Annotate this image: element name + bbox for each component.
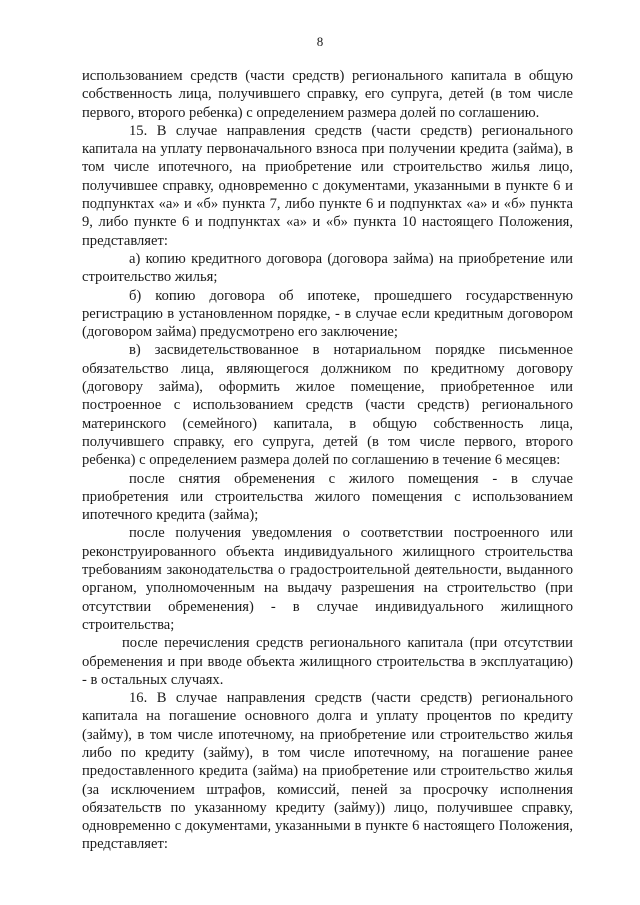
paragraph-condition-1: после снятия обременения с жилого помещения - в случае приобретения или строительства жилого помещения с использованием ипотечного кредита (займа); — [82, 470, 573, 524]
paragraph-subclause-b: б) копию договора об ипотеке, прошедшего государственную регистрацию в установленном порядке, - в случае если кредитным договором (договором займа) предусмотрено его заключение; — [82, 287, 573, 341]
page-number: 8 — [316, 34, 324, 49]
paragraph-continuation: использованием средств (части средств) регионального капитала в общую собственность лица, получившего справку, его супруга, детей (в том числе первого, второго ребенка) с определением размера долей по соглашению. — [82, 68, 573, 121]
document-body — [82, 67, 573, 854]
paragraph-clause-15: 15. В случае направления средств (части средств) регионального капитала на уплату первоначального взноса при получении кредита (займа), в том числе ипотечного, на приобретение или строительство жилья лицо, получившее справку, одновременно с документами, указанными в пункте 6 и подпунктах «а» и «б» пункта 7, либо пункте 6 и подпунктах «а» и «б» пункта 9, либо пункте 6 и подпунктах «а» и «б» пункта 10 настоящего Положения, представляет: — [82, 122, 573, 249]
paragraph-condition-3: после перечисления средств регионального капитала (при отсутствии обременения и при вводе объекта жилищного строительства в эксплуатацию) - в остальных случаях. — [82, 635, 573, 688]
paragraph-subclause-a: а) копию кредитного договора (договора займа) на приобретение или строительство жилья; — [82, 250, 573, 286]
paragraph-subclause-v: в) засвидетельствованное в нотариальном порядке письменное обязательство лица, являющегося должником по кредитному договору (договору займа), оформить жилое помещение, приобретенное или построенное с использованием средств (части средств) регионального материнского (семейного) капитала, в общую собственность лица, получившего справку, его супруга, детей (в том числе первого, второго ребенка) с определением размера долей по соглашению в течение 6 месяцев: — [82, 342, 573, 469]
paragraph-clause-16: 16. В случае направления средств (части средств) регионального капитала на погашение основного долга и уплату процентов по кредиту (займу), в том числе ипотечному, на приобретение или строительство жилья либо по кредиту (займу), в том числе ипотечному, на погашение ранее предоставленного кредита (займа) на приобретение или строительство жилья (за исключением штрафов, комиссий, пеней за просрочку исполнения обязательств по указанному кредиту (займу)) лицо, получившее справку, одновременно с документами, указанными в пункте 6 настоящего Положения, представляет: — [82, 690, 573, 853]
paragraph-condition-2: после получения уведомления о соответствии построенного или реконструированного объекта индивидуального жилищного строительства требованиям законодательства о градостроительной деятельности, выданного органом, уполномоченным на выдачу разрешения на строительство (при отсутствии обременения) - в случае индивидуального жилищного строительства; — [82, 525, 573, 633]
